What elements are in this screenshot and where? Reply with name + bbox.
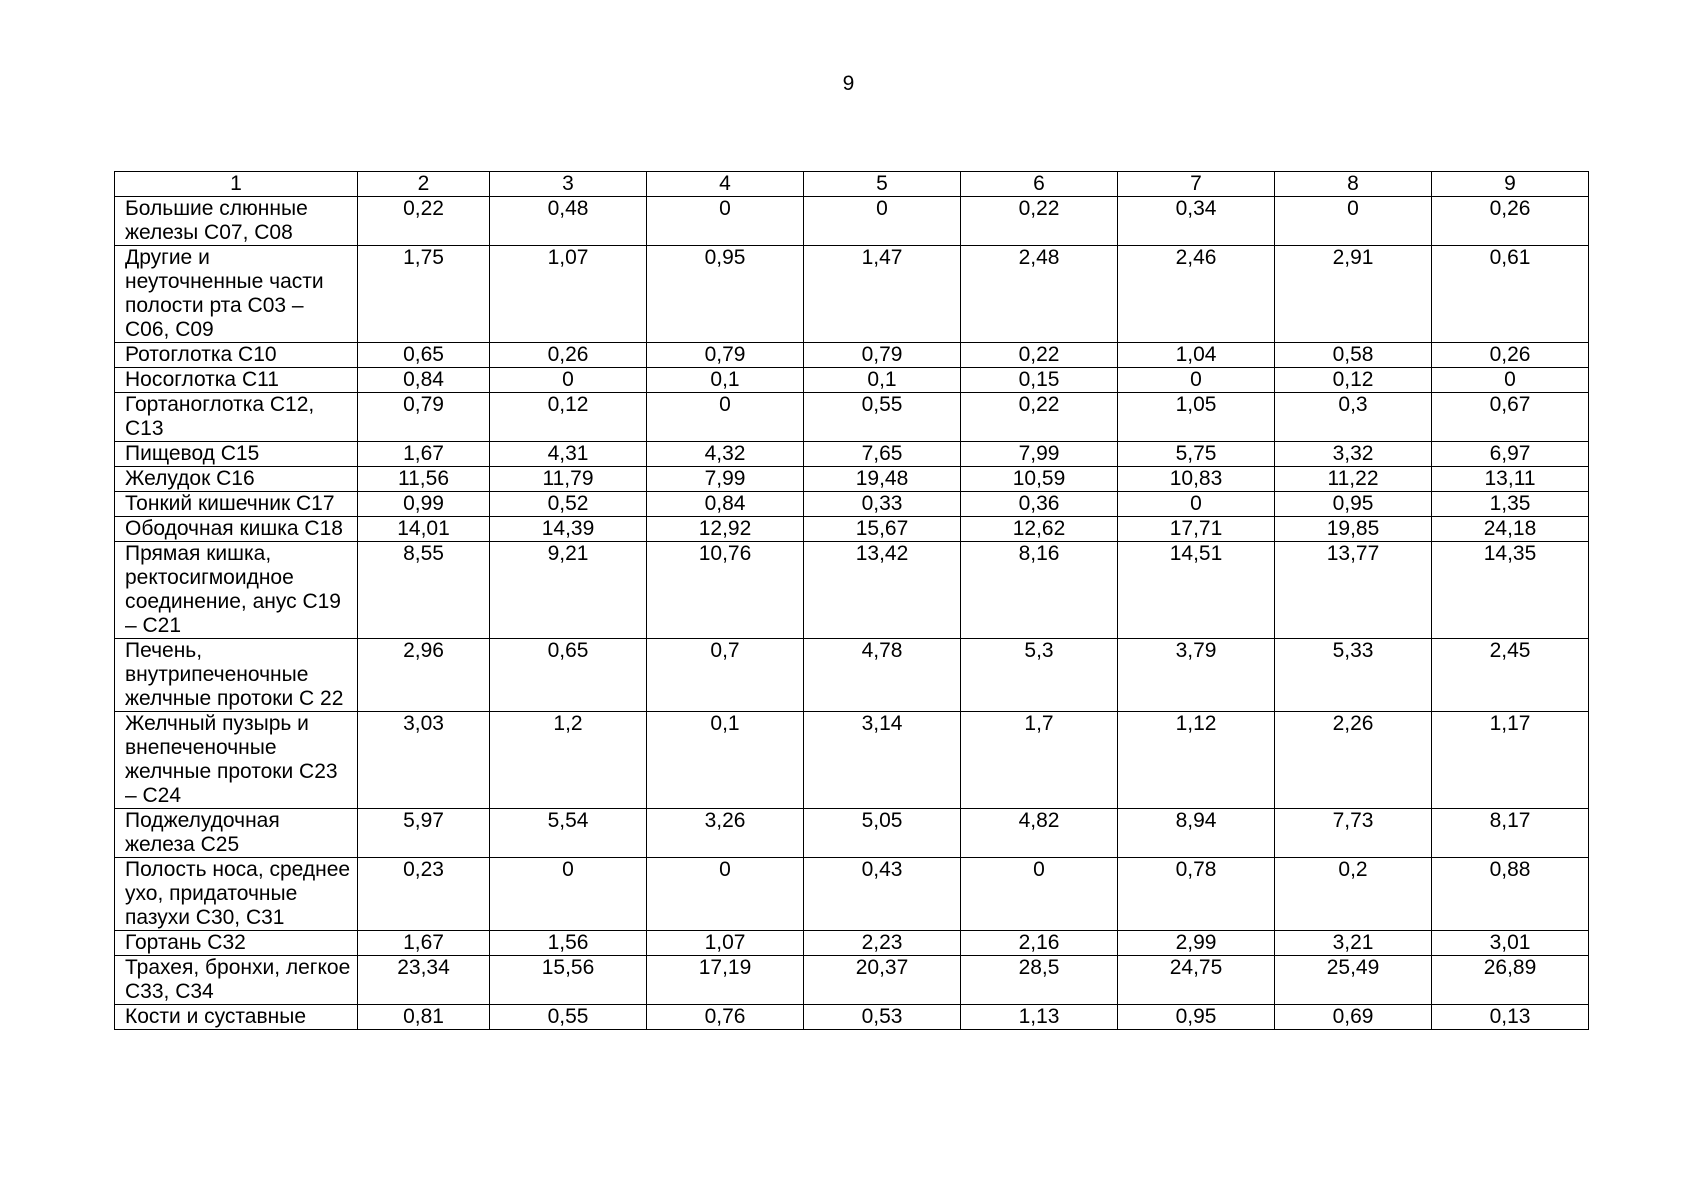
row-label: Прямая кишка, ректосигмоидное соединение, анус С19 – С21 (115, 542, 358, 639)
table-cell: 0,79 (804, 343, 961, 368)
table-cell: 11,22 (1275, 467, 1432, 492)
table-cell: 0,22 (961, 393, 1118, 442)
table-cell: 1,75 (358, 246, 490, 343)
table-cell: 9,21 (490, 542, 647, 639)
page-number: 9 (842, 72, 855, 95)
table-cell: 0 (647, 197, 804, 246)
table-cell: 17,71 (1118, 517, 1275, 542)
table-cell: 0,65 (490, 639, 647, 712)
table-cell: 15,67 (804, 517, 961, 542)
row-label: Большие слюнные железы С07, С08 (115, 197, 358, 246)
row-label: Желчный пузырь и внепеченочные желчные протоки С23 – С24 (115, 712, 358, 809)
table-cell: 1,2 (490, 712, 647, 809)
row-label: Полость носа, среднее ухо, придаточные пазухи С30, С31 (115, 858, 358, 931)
table-cell: 0,22 (961, 343, 1118, 368)
table-cell: 0,95 (1118, 1005, 1275, 1030)
table-cell: 0,23 (358, 858, 490, 931)
table-cell: 0,22 (358, 197, 490, 246)
table-cell: 10,83 (1118, 467, 1275, 492)
table-cell: 0 (1118, 492, 1275, 517)
table-cell: 0 (1275, 197, 1432, 246)
table-cell: 12,62 (961, 517, 1118, 542)
table-cell: 1,7 (961, 712, 1118, 809)
table-cell: 14,39 (490, 517, 647, 542)
table-cell: 0,2 (1275, 858, 1432, 931)
table-cell: 15,56 (490, 956, 647, 1005)
column-header: 7 (1118, 172, 1275, 197)
table-cell: 0,95 (1275, 492, 1432, 517)
table-cell: 20,37 (804, 956, 961, 1005)
table-cell: 0,84 (358, 368, 490, 393)
table-row (115, 956, 1589, 1005)
table-cell: 0,67 (1432, 393, 1589, 442)
table-cell: 5,05 (804, 809, 961, 858)
table-row (115, 197, 1589, 246)
table-cell: 23,34 (358, 956, 490, 1005)
table-cell: 2,48 (961, 246, 1118, 343)
table-cell: 3,79 (1118, 639, 1275, 712)
header-row (115, 172, 1589, 197)
table-cell: 28,5 (961, 956, 1118, 1005)
table-row (115, 542, 1589, 639)
table-row (115, 442, 1589, 467)
table-row (115, 712, 1589, 809)
table-cell: 13,11 (1432, 467, 1589, 492)
table-cell: 11,56 (358, 467, 490, 492)
table-cell: 4,32 (647, 442, 804, 467)
table-cell: 0,3 (1275, 393, 1432, 442)
table-cell: 7,99 (961, 442, 1118, 467)
table-cell: 0,55 (490, 1005, 647, 1030)
table-cell: 25,49 (1275, 956, 1432, 1005)
column-header: 9 (1432, 172, 1589, 197)
table-cell: 3,21 (1275, 931, 1432, 956)
table-cell: 0,65 (358, 343, 490, 368)
table-cell: 2,96 (358, 639, 490, 712)
row-label: Кости и суставные (115, 1005, 358, 1030)
table-cell: 0,53 (804, 1005, 961, 1030)
table-cell: 4,82 (961, 809, 1118, 858)
row-label: Пищевод С15 (115, 442, 358, 467)
table-row (115, 368, 1589, 393)
table-cell: 0,36 (961, 492, 1118, 517)
table-cell: 11,79 (490, 467, 647, 492)
table-cell: 1,04 (1118, 343, 1275, 368)
table-cell: 0,7 (647, 639, 804, 712)
table-cell: 8,16 (961, 542, 1118, 639)
table-cell: 0,43 (804, 858, 961, 931)
table-cell: 2,99 (1118, 931, 1275, 956)
table-cell: 0,48 (490, 197, 647, 246)
table-cell: 0,58 (1275, 343, 1432, 368)
table-cell: 0,79 (358, 393, 490, 442)
table-cell: 3,32 (1275, 442, 1432, 467)
table-cell: 5,3 (961, 639, 1118, 712)
table-cell: 2,91 (1275, 246, 1432, 343)
table-cell: 0,78 (1118, 858, 1275, 931)
table-cell: 0,95 (647, 246, 804, 343)
table-cell: 0 (804, 197, 961, 246)
table-cell: 6,97 (1432, 442, 1589, 467)
table-cell: 19,48 (804, 467, 961, 492)
row-label: Гортаноглотка С12, С13 (115, 393, 358, 442)
table-row (115, 393, 1589, 442)
table-cell: 0,12 (1275, 368, 1432, 393)
row-label: Тонкий кишечник С17 (115, 492, 358, 517)
table-cell: 10,59 (961, 467, 1118, 492)
table-cell: 5,97 (358, 809, 490, 858)
table-row (115, 467, 1589, 492)
table-cell: 0,79 (647, 343, 804, 368)
table-cell: 0 (1118, 368, 1275, 393)
table-cell: 0,76 (647, 1005, 804, 1030)
table-cell: 0,26 (1432, 343, 1589, 368)
table-cell: 1,35 (1432, 492, 1589, 517)
table-cell: 0,1 (804, 368, 961, 393)
table-cell: 0 (490, 368, 647, 393)
table-cell: 0,15 (961, 368, 1118, 393)
table-cell: 26,89 (1432, 956, 1589, 1005)
table-cell: 0,26 (1432, 197, 1589, 246)
table-cell: 2,23 (804, 931, 961, 956)
table-row (115, 246, 1589, 343)
table-cell: 24,75 (1118, 956, 1275, 1005)
table-cell: 0,61 (1432, 246, 1589, 343)
row-label: Ободочная кишка С18 (115, 517, 358, 542)
table-cell: 3,03 (358, 712, 490, 809)
table-cell: 14,35 (1432, 542, 1589, 639)
table-cell: 8,17 (1432, 809, 1589, 858)
row-label: Печень, внутрипеченочные желчные протоки С 22 (115, 639, 358, 712)
table-cell: 3,14 (804, 712, 961, 809)
table-cell: 0,84 (647, 492, 804, 517)
row-label: Ротоглотка С10 (115, 343, 358, 368)
row-label: Гортань С32 (115, 931, 358, 956)
column-header: 4 (647, 172, 804, 197)
table-cell: 17,19 (647, 956, 804, 1005)
table-cell: 0 (647, 393, 804, 442)
table-cell: 1,17 (1432, 712, 1589, 809)
table-cell: 1,13 (961, 1005, 1118, 1030)
table-cell: 3,26 (647, 809, 804, 858)
table-cell: 7,73 (1275, 809, 1432, 858)
column-header: 5 (804, 172, 961, 197)
table-row (115, 1005, 1589, 1030)
column-header: 2 (358, 172, 490, 197)
table-cell: 5,75 (1118, 442, 1275, 467)
table-cell: 0,1 (647, 712, 804, 809)
table-cell: 0,52 (490, 492, 647, 517)
table-cell: 0,12 (490, 393, 647, 442)
table-row (115, 343, 1589, 368)
table-cell: 0,81 (358, 1005, 490, 1030)
row-label: Желудок С16 (115, 467, 358, 492)
table-cell: 13,42 (804, 542, 961, 639)
table-cell: 7,99 (647, 467, 804, 492)
table-cell: 0 (961, 858, 1118, 931)
table-cell: 1,05 (1118, 393, 1275, 442)
table-cell: 5,54 (490, 809, 647, 858)
table-row (115, 492, 1589, 517)
table-cell: 0,22 (961, 197, 1118, 246)
row-label: Другие и неуточненные части полости рта С03 – С06, С09 (115, 246, 358, 343)
table-row (115, 931, 1589, 956)
table-cell: 0,26 (490, 343, 647, 368)
table-row (115, 517, 1589, 542)
table-cell: 24,18 (1432, 517, 1589, 542)
data-table (114, 171, 1589, 1030)
row-label: Носоглотка С11 (115, 368, 358, 393)
row-label: Трахея, бронхи, легкое С33, С34 (115, 956, 358, 1005)
table-cell: 1,12 (1118, 712, 1275, 809)
table-cell: 7,65 (804, 442, 961, 467)
column-header: 3 (490, 172, 647, 197)
table-cell: 0,33 (804, 492, 961, 517)
table-cell: 4,31 (490, 442, 647, 467)
table-cell: 1,07 (490, 246, 647, 343)
table-cell: 0 (1432, 368, 1589, 393)
table-cell: 19,85 (1275, 517, 1432, 542)
table-cell: 2,45 (1432, 639, 1589, 712)
table-row (115, 858, 1589, 931)
table-cell: 1,67 (358, 442, 490, 467)
table-row (115, 639, 1589, 712)
table-cell: 1,07 (647, 931, 804, 956)
table-cell: 0 (647, 858, 804, 931)
table-row (115, 809, 1589, 858)
table-cell: 1,56 (490, 931, 647, 956)
table-cell: 0,55 (804, 393, 961, 442)
table-cell: 14,01 (358, 517, 490, 542)
table-cell: 2,26 (1275, 712, 1432, 809)
row-label: Поджелудочная железа С25 (115, 809, 358, 858)
table-cell: 4,78 (804, 639, 961, 712)
table-cell: 0 (490, 858, 647, 931)
table-cell: 0,34 (1118, 197, 1275, 246)
table-cell: 2,46 (1118, 246, 1275, 343)
table-cell: 0,1 (647, 368, 804, 393)
table-cell: 14,51 (1118, 542, 1275, 639)
table-cell: 12,92 (647, 517, 804, 542)
table-cell: 8,55 (358, 542, 490, 639)
column-header: 6 (961, 172, 1118, 197)
table-cell: 3,01 (1432, 931, 1589, 956)
table-cell: 5,33 (1275, 639, 1432, 712)
column-header: 1 (115, 172, 358, 197)
table-cell: 2,16 (961, 931, 1118, 956)
table-cell: 0,99 (358, 492, 490, 517)
table-cell: 10,76 (647, 542, 804, 639)
column-header: 8 (1275, 172, 1432, 197)
table-cell: 0,88 (1432, 858, 1589, 931)
table-cell: 13,77 (1275, 542, 1432, 639)
table-cell: 1,67 (358, 931, 490, 956)
table-cell: 0,69 (1275, 1005, 1432, 1030)
table-cell: 8,94 (1118, 809, 1275, 858)
table-cell: 0,13 (1432, 1005, 1589, 1030)
table-cell: 1,47 (804, 246, 961, 343)
